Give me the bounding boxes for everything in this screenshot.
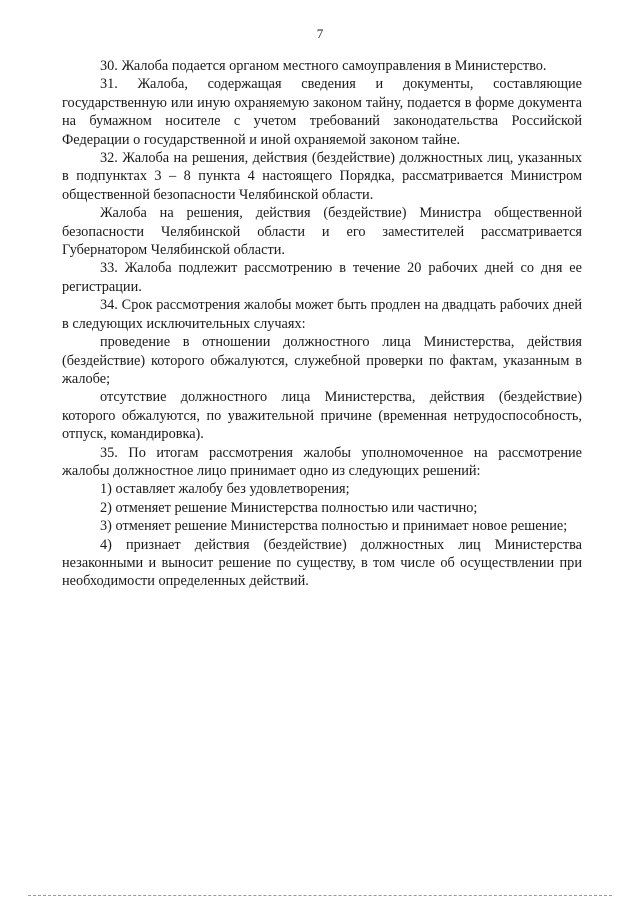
decision-item-4: 4) признает действия (бездействие) должностных лиц Министерства незаконными и выносит решение по существу, в том числе об осуществлении при необходимости определенных действий. [62,536,582,590]
decision-item-2: 2) отменяет решение Министерства полностью или частично; [100,499,478,516]
document-body [62,57,582,591]
page-number: 7 [316,26,324,41]
decision-item-3: 3) отменяет решение Министерства полностью и принимает новое решение; [100,518,568,535]
paragraph-32-continued: Жалоба на решения, действия (бездействие) Министра общественной безопасности Челябинской области и его заместителей рассматривается Губернатором Челябинской области. [62,205,582,259]
decision-item-1: 1) оставляет жалобу без удовлетворения; [100,481,350,498]
scan-edge-line [28,895,612,896]
paragraph-32: 32. Жалоба на решения, действия (бездействие) должностных лиц, указанных в подпунктах 3 – 8 пункта 4 настоящего Порядка, рассматривается Министром общественной безопасности Челябинской области. [62,150,582,203]
paragraph-35: 35. По итогам рассмотрения жалобы уполномоченное на рассмотрение жалобы должностное лицо принимает одно из следующих решений: [62,444,582,479]
paragraph-33: 33. Жалоба подлежит рассмотрению в течение 20 рабочих дней со дня ее регистрации. [62,260,582,295]
paragraph-34-case-2: отсутствие должностного лица Министерства, действия (бездействие) которого обжалуются, по уважительной причине (временная нетрудоспособность, отпуск, командировка). [62,389,582,443]
paragraph-30: 30. Жалоба подается органом местного самоуправления в Министерство. [100,58,547,74]
paragraph-34-case-1: проведение в отношении должностного лица Министерства, действия (бездействие) которого обжалуются, служебной проверки по фактам, указанным в жалобе; [62,334,582,387]
paragraph-31: 31. Жалоба, содержащая сведения и документы, составляющие государственную или иную охраняемую законом тайну, подается в форме документа на бумажном носителе с учетом требований законодательства Российской Федерации о государственной и иной охраняемой законом тайне. [62,76,582,148]
paragraph-34: 34. Срок рассмотрения жалобы может быть продлен на двадцать рабочих дней в следующих исключительных случаях: [62,297,582,332]
